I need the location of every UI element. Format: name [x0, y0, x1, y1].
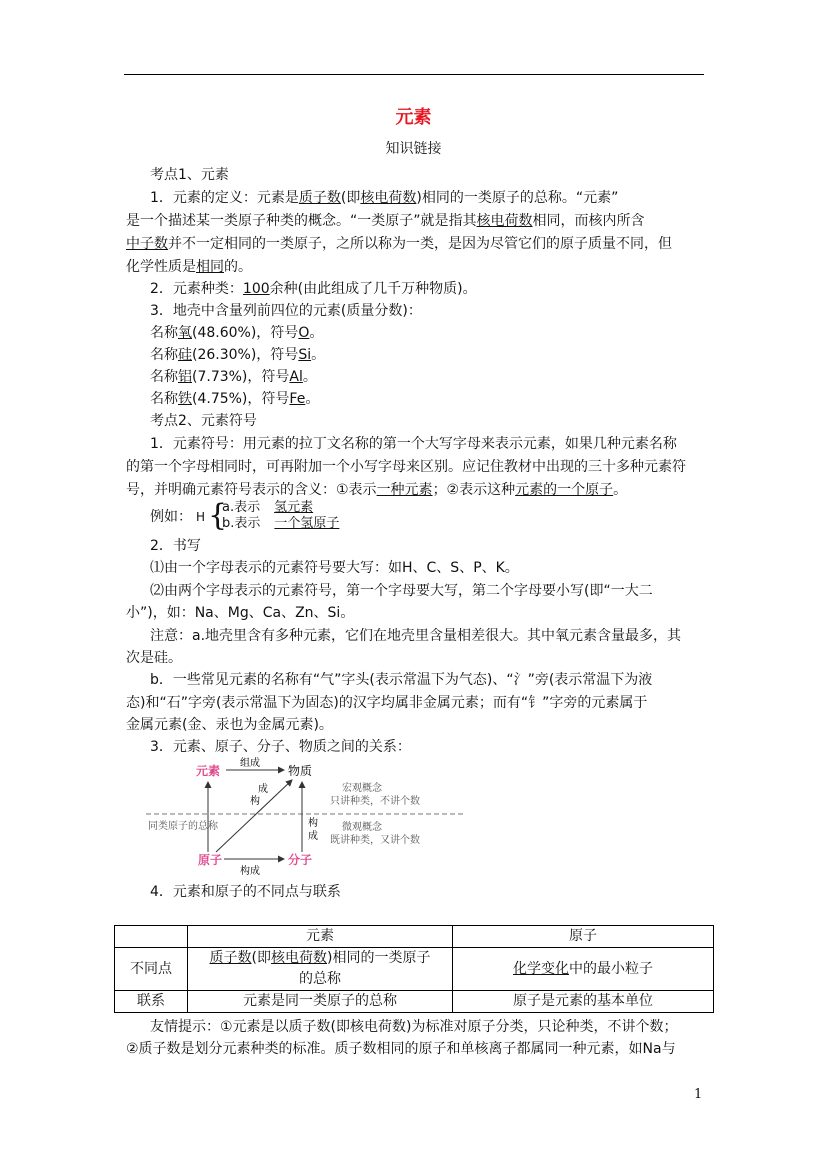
- label-gou: 构: [250, 796, 260, 807]
- definition-line-1: 1．元素的定义：元素是质子数(即核电荷数)相同的一类原子的总称。“元素”: [150, 190, 619, 206]
- writing-heading: 2．书写: [150, 538, 201, 554]
- element-atom-table: [114, 925, 714, 1013]
- note-a-line-1: 注意：a.地壳里含有多种元素，它们在地壳里含量相差很大。其中氧元素含量最多，其: [150, 628, 682, 644]
- label-cheng: 成: [258, 784, 268, 795]
- cell-atom-difference: 化学变化中的最小粒子: [453, 948, 714, 991]
- answer-nuclear-charge: 核电荷数: [360, 190, 417, 206]
- note-b-line-3: 金属元素(金、汞也为金属元素)。: [126, 717, 333, 733]
- section-heading-1: 考点1、元素: [150, 167, 229, 183]
- element-count-line: 2．元素种类：100余种(由此组成了几千万种物质)。: [150, 281, 477, 297]
- symbol-example: 例如： H { a.表示 氢元素 b.表示 一个氢原子: [150, 498, 340, 533]
- row-label-relation: 联系: [115, 991, 188, 1013]
- definition-line-4: 化学性质是相同的。: [126, 259, 252, 275]
- note-b-line-2: 态)和“石”字旁(表示常温下为固态)的汉字均属非金属元素；而有“钅”字旁的元素属于: [126, 695, 648, 711]
- node-matter: 物质: [288, 764, 313, 778]
- label-macro-concept: 宏观概念: [342, 783, 382, 794]
- answer-one-atom: 元素的一个原子: [515, 482, 614, 498]
- comparison-heading: 4．元素和原子的不同点与联系: [150, 884, 341, 900]
- relationship-diagram: [146, 756, 466, 878]
- note-b-line-1: b．一些常见元素的名称有“气”字头(表示常温下为气态)、“氵”旁(表示常温下为液: [150, 672, 653, 688]
- symbol-line-3: 号，并明确元素符号表示的含义：①表示一种元素；②表示这种元素的一个原子。: [126, 482, 628, 498]
- answer-one-element: 一种元素: [376, 482, 433, 498]
- label-micro-desc: 既讲种类，又讲个数: [330, 835, 420, 846]
- label-cheng-2: 成: [308, 831, 318, 842]
- page-subtitle: 知识链接: [385, 141, 442, 157]
- table-header-row: [115, 926, 714, 948]
- symbol-line-1: 1．元素符号：用元素的拉丁文名称的第一个大写字母来表示元素，如果几种元素名称: [150, 436, 677, 452]
- cell-element-relation: 元素是同一类原子的总称: [188, 991, 453, 1013]
- header-atom: 原子: [453, 926, 714, 948]
- section-heading-2: 考点2、元素符号: [150, 413, 257, 429]
- label-same-atoms: 同类原子的总称: [148, 821, 218, 832]
- node-atom: 原子: [198, 853, 223, 867]
- writing-rule-2-line-1: ⑵由两个字母表示的元素符号，第一个字母要大写，第二个字母要小写(即“一大二: [150, 583, 653, 599]
- crust-row-iron: 名称铁(4.75%)，符号Fe。: [150, 391, 320, 407]
- table-row: [115, 948, 714, 991]
- label-micro-concept: 微观概念: [342, 822, 382, 833]
- relation-heading: 3．元素、原子、分子、物质之间的关系：: [150, 739, 411, 755]
- answer-same: 相同: [196, 259, 224, 275]
- page-title: 元素: [395, 107, 432, 128]
- cell-atom-relation: 原子是元素的基本单位: [453, 991, 714, 1013]
- arrow-atom-to-matter: [216, 780, 292, 852]
- example-brace: {: [208, 498, 228, 533]
- answer-nuclear-charge-2: 核电荷数: [476, 213, 533, 229]
- table-row: [115, 991, 714, 1013]
- writing-rule-2-line-2: 小”)，如：Na、Mg、Ca、Zn、Si。: [126, 605, 355, 621]
- label-macro-desc: 只讲种类，不讲个数: [330, 796, 420, 807]
- note-a-line-2: 次是硅。: [126, 650, 182, 666]
- row-label-difference: 不同点: [115, 948, 188, 991]
- tip-line-1: 友情提示：①元素是以质子数(即核电荷数)为标准对原子分类，只论种类，不讲个数；: [150, 1019, 678, 1035]
- crust-row-silicon: 名称硅(26.30%)，符号Si。: [150, 347, 326, 363]
- crust-row-oxygen: 名称氧(48.60%)，符号O。: [150, 325, 324, 341]
- cell-element-difference: 质子数(即核电荷数)相同的一类原子 的总称: [188, 948, 453, 991]
- answer-neutron-number: 中子数: [126, 236, 168, 252]
- answer-proton-number: 质子数: [298, 190, 341, 206]
- definition-line-3: 中子数并不一定相同的一类原子，之所以称为一类，是因为尽管它们的原子质量不同，但: [126, 236, 672, 252]
- definition-line-2: 是一个描述某一类原子种类的概念。“一类原子”就是指其核电荷数相同，而核内所含: [126, 213, 645, 229]
- crust-row-aluminium: 名称铝(7.73%)，符号Al。: [150, 369, 317, 385]
- header-rule: [124, 74, 704, 75]
- writing-rule-1: ⑴由一个字母表示的元素符号要大写：如H、C、S、P、K。: [150, 560, 519, 576]
- answer-element-count: 100: [242, 281, 270, 297]
- label-compose-2: 构成: [240, 866, 260, 877]
- crust-heading: 3．地壳中含量列前四位的元素(质量分数)：: [150, 303, 422, 319]
- node-element: 元素: [196, 764, 221, 778]
- label-gou-2: 构: [308, 818, 318, 829]
- symbol-line-2: 的第一个字母相同时，可再附加一个小写字母来区别。应记住教材中出现的三十多种元素符: [126, 459, 686, 475]
- tip-line-2: ②质子数是划分元素种类的标准。质子数相同的原子和单核离子都属同一种元素，如Na与: [126, 1041, 676, 1057]
- page-number: 1: [694, 1087, 703, 1102]
- node-molecule: 分子: [288, 853, 313, 867]
- header-element: 元素: [188, 926, 453, 948]
- label-compose: 组成: [240, 758, 260, 769]
